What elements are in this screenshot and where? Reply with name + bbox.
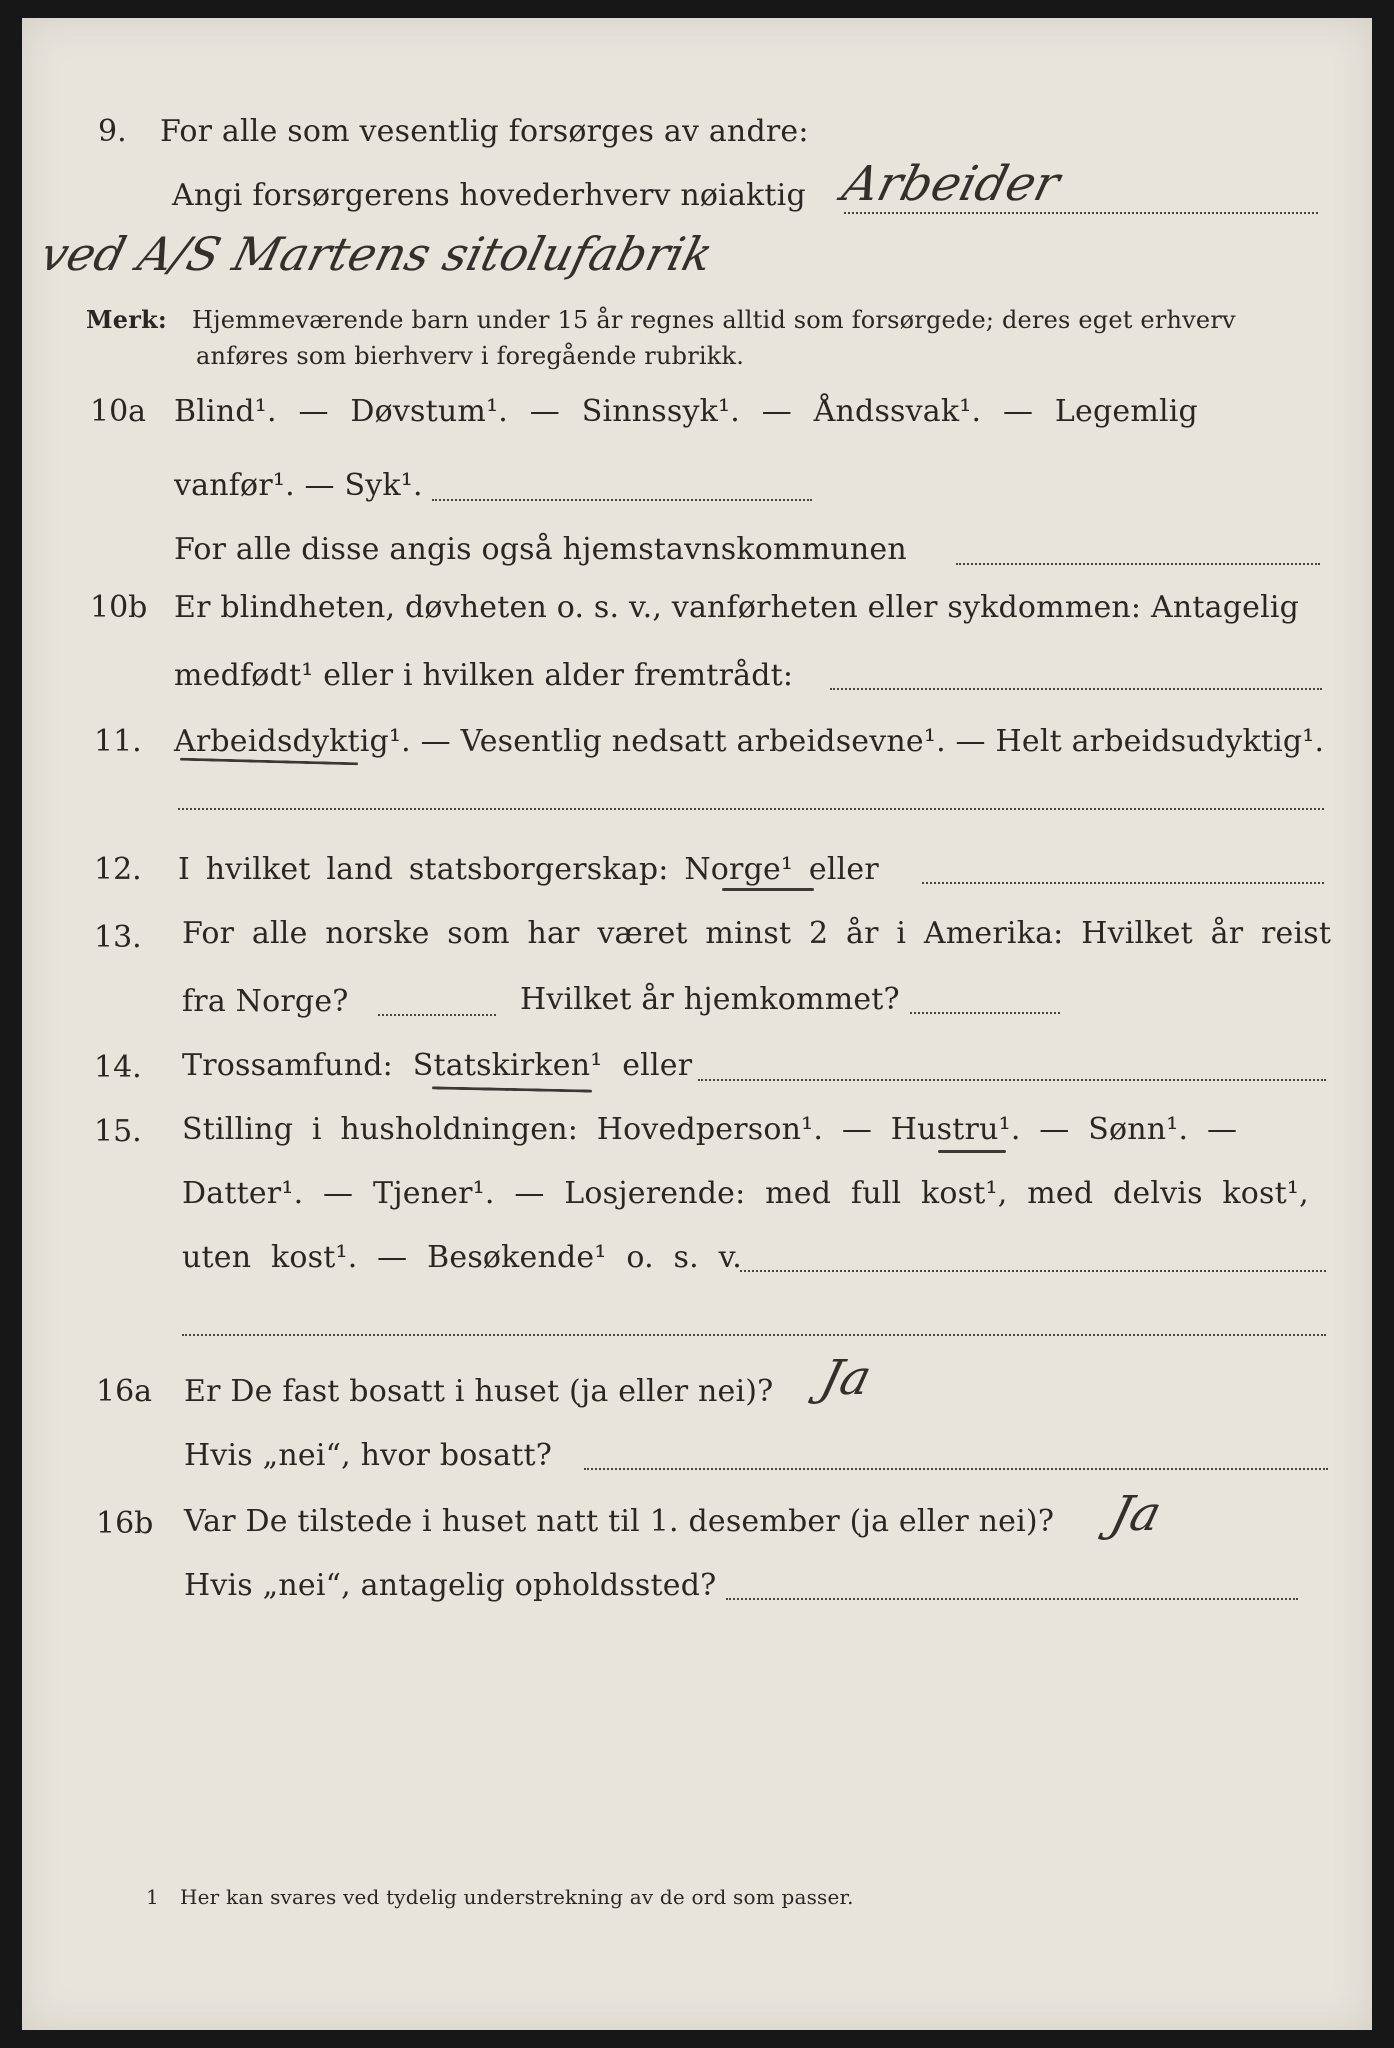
q9-line1: For alle som vesentlig forsørges av andre: (160, 114, 809, 149)
q15-line2: Datter¹. — Tjener¹. — Losjerende: med full kost¹, med delvis kost¹, (182, 1176, 1309, 1211)
q16a-answer-line (584, 1468, 1328, 1470)
merk-label: Merk: (86, 305, 167, 334)
merk-line1: Hjemmeværende barn under 15 år regnes alltid som forsørgede; deres eget erhverv (192, 306, 1236, 334)
q10a-line3: For alle disse angis også hjemstavnskommunen (174, 532, 907, 567)
q10b-line1: Er blindheten, døvheten o. s. v., vanførheten eller sykdommen: Antagelig (174, 590, 1300, 625)
q12-number: 12. (94, 852, 142, 887)
q10b-number: 10b (90, 590, 148, 625)
q16a-handwritten-answer: Ja (815, 1350, 877, 1406)
q16b-handwritten-answer: Ja (1105, 1486, 1167, 1542)
q13-line2a: fra Norge? (182, 984, 349, 1019)
q15-answer-line-2 (182, 1334, 1326, 1336)
q12-line1: I hvilket land statsborgerskap: Norge¹ eller (178, 852, 879, 887)
q10a-answer-line-2 (956, 563, 1320, 565)
q9-handwritten-answer-2: ved A/S Martens sitolufabrik (35, 227, 719, 281)
q16b-answer-line (726, 1598, 1298, 1600)
q15-answer-line-1 (740, 1270, 1326, 1272)
q12-underline-norge (722, 888, 814, 891)
q13-line1: For alle norske som har været minst 2 år i Amerika: Hvilket år reist (182, 916, 1332, 951)
q14-underline-statskirken (432, 1086, 592, 1092)
q14-answer-line (698, 1079, 1326, 1081)
q16a-number: 16a (96, 1374, 153, 1409)
q9-handwritten-answer-1: Arbeider (837, 156, 1066, 212)
q10a-number: 10a (90, 394, 147, 429)
q12-answer-line (922, 882, 1324, 884)
q14-line1: Trossamfund: Statskirken¹ eller (182, 1048, 693, 1083)
q16b-line2: Hvis „nei“, antagelig opholdssted? (184, 1568, 717, 1603)
census-form-page (22, 18, 1372, 2030)
footnote-marker: 1 (146, 1885, 159, 1909)
q16b-line1: Var De tilstede i huset natt til 1. desember (ja eller nei)? (184, 1504, 1055, 1539)
q10a-answer-line-1 (432, 499, 812, 501)
q9-line2: Angi forsørgerens hovederhverv nøiaktig (172, 178, 806, 213)
q13-answer-line-1 (378, 1014, 496, 1016)
q11-answer-line (178, 808, 1324, 810)
q9-number: 9. (98, 114, 127, 149)
q15-line3: uten kost¹. — Besøkende¹ o. s. v. (182, 1240, 742, 1275)
q14-number: 14. (94, 1050, 142, 1085)
q15-line1: Stilling i husholdningen: Hovedperson¹. — Hustru¹. — Sønn¹. — (182, 1112, 1238, 1147)
q11-number: 11. (94, 724, 142, 759)
q9-answer-line (844, 212, 1318, 214)
merk-line2: anføres som bierhverv i foregående rubrikk. (196, 342, 745, 370)
q15-number: 15. (94, 1114, 142, 1149)
q11-line1: Arbeidsdyktig¹. — Vesentlig nedsatt arbeidsevne¹. — Helt arbeidsudyktig¹. (174, 724, 1325, 759)
q13-line2b: Hvilket år hjemkommet? (520, 982, 900, 1017)
q10a-line2: vanfør¹. — Syk¹. (174, 468, 423, 503)
q15-underline-hustru (938, 1150, 1006, 1153)
q10b-answer-line (830, 688, 1322, 690)
q10a-line1: Blind¹. — Døvstum¹. — Sinnssyk¹. — Åndssvak¹. — Legemlig (174, 394, 1198, 429)
q10b-line2: medfødt¹ eller i hvilken alder fremtrådt: (174, 658, 794, 693)
q13-number: 13. (94, 920, 142, 955)
q16a-line1: Er De fast bosatt i huset (ja eller nei)? (184, 1374, 774, 1409)
footnote-text: Her kan svares ved tydelig understrekning av de ord som passer. (180, 1885, 854, 1909)
q16b-number: 16b (96, 1506, 154, 1541)
q16a-line2: Hvis „nei“, hvor bosatt? (184, 1438, 553, 1473)
q13-answer-line-2 (910, 1012, 1060, 1014)
